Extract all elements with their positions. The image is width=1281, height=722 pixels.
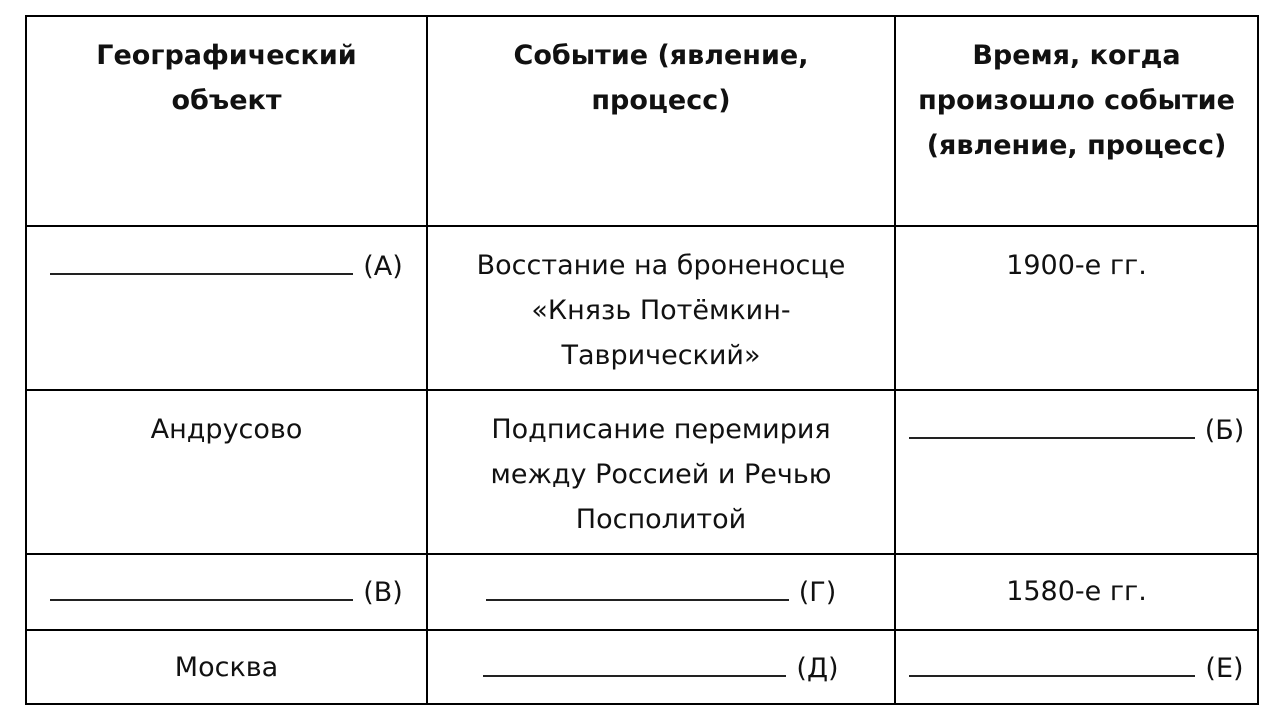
header-event: Событие (явление, процесс) — [427, 16, 895, 226]
cell-blank-v: (В) — [26, 554, 427, 630]
header-time: Время, когда произошло событие (явление, процесс) — [895, 16, 1258, 226]
header-geo-object: Географический объект — [26, 16, 427, 226]
cell-geo: Москва — [26, 630, 427, 704]
blank-line — [909, 407, 1195, 439]
blank-line — [50, 243, 353, 275]
cell-time: 1900-е гг. — [895, 226, 1258, 390]
cell-event: Подписание перемирия между Россией и Речью Посполитой — [427, 390, 895, 554]
table-row — [26, 630, 1258, 704]
blank-line — [483, 645, 786, 677]
cell-blank-g: (Г) — [427, 554, 895, 630]
history-table — [25, 15, 1259, 705]
cell-blank-e: (Е) — [895, 630, 1258, 704]
blank-line — [486, 569, 789, 601]
blank-line — [909, 645, 1195, 677]
cell-time: 1580-е гг. — [895, 554, 1258, 630]
cell-event: Восстание на броненосце «Князь Потёмкин-Таврический» — [427, 226, 895, 390]
cell-blank-b: (Б) — [895, 390, 1258, 554]
header-row — [26, 16, 1258, 226]
table-row — [26, 390, 1258, 554]
cell-blank-a: (А) — [26, 226, 427, 390]
table-row — [26, 554, 1258, 630]
table-row — [26, 226, 1258, 390]
blank-line — [50, 569, 353, 601]
cell-geo: Андрусово — [26, 390, 427, 554]
cell-blank-d: (Д) — [427, 630, 895, 704]
